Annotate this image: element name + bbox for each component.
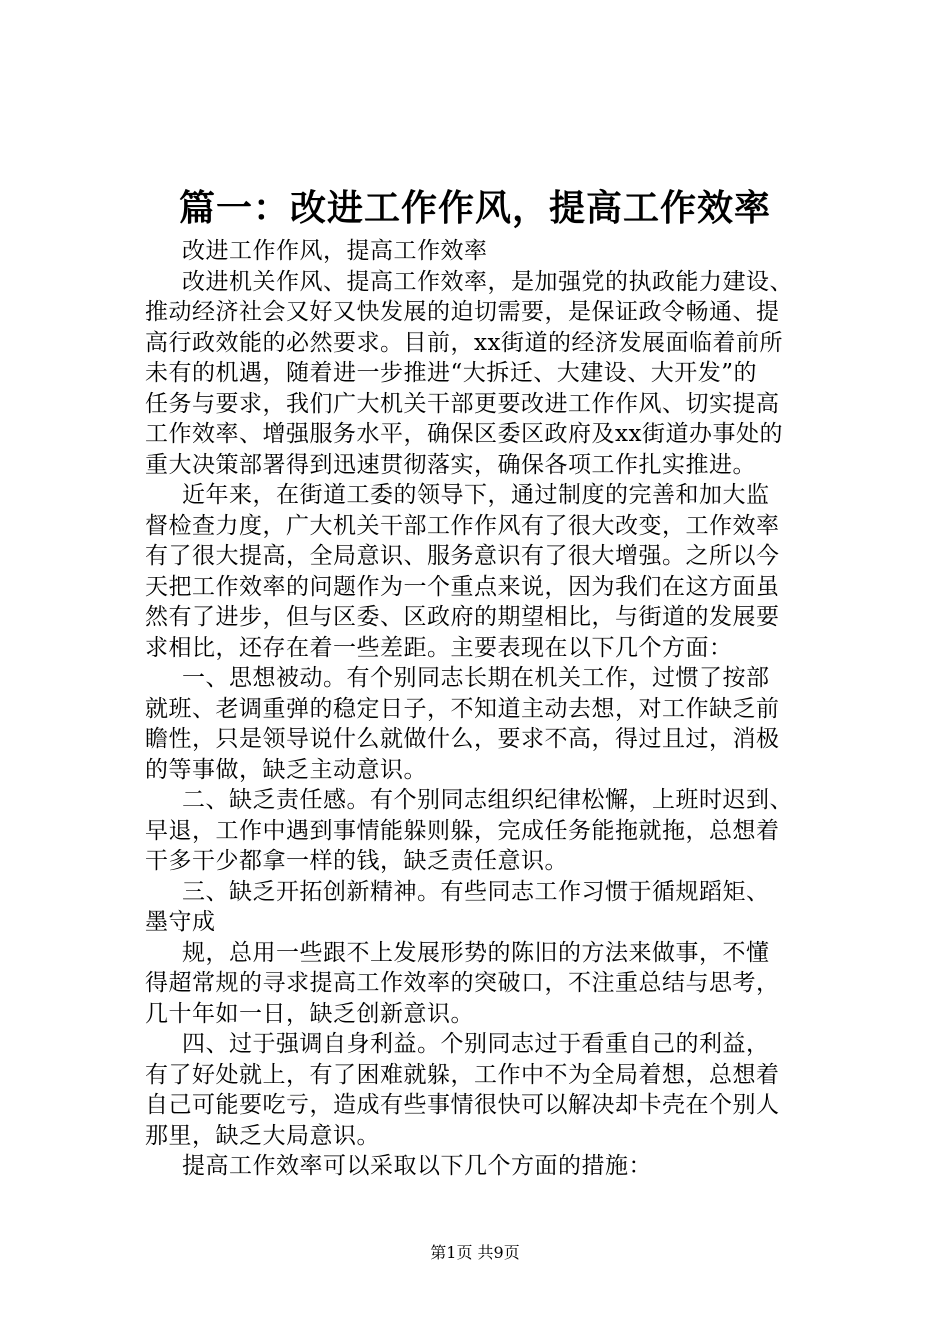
body-line: 督检查力度，广大机关干部工作作风有了很大改变，工作效率: [145, 512, 780, 539]
body-line: 的等事做，缺乏主动意识。: [145, 756, 427, 783]
body-line: 未有的机遇，随着进一步推进“大拆迁、大建设、大开发”的: [145, 360, 758, 386]
body-line: 提高工作效率可以采取以下几个方面的措施：: [182, 1153, 652, 1179]
body-line: 推动经济社会又好又快发展的迫切需要，是保证政令畅通、提: [145, 299, 780, 325]
body-line: 自己可能要吃亏，造成有些事情很快可以解决却卡壳在个别人: [145, 1092, 780, 1118]
body-line: 任务与要求，我们广大机关干部更要改进工作作风、切实提高: [145, 390, 780, 417]
body-line: 然有了进步，但与区委、区政府的期望相比，与街道的发展要: [145, 604, 780, 630]
document-title: 篇一：改进工作作风，提高工作效率: [178, 187, 771, 229]
body-line: 有了很大提高，全局意识、服务意识有了很大增强。之所以今: [145, 543, 780, 569]
body-line: 高行政效能的必然要求。目前，xx街道的经济发展面临着前所: [145, 329, 783, 356]
body-line: 天把工作效率的问题作为一个重点来说，因为我们在这方面虽: [145, 573, 780, 600]
body-line: 一、思想被动。有个别同志长期在机关工作，过惯了按部: [182, 665, 770, 691]
page-number-footer: 第1页 共9页: [430, 1243, 520, 1262]
body-line: 重大决策部署得到迅速贯彻落实，确保各项工作扎实推进。: [145, 451, 756, 478]
body-line: 那里，缺乏大局意识。: [145, 1122, 380, 1149]
body-line: 工作效率、增强服务水平，确保区委区政府及xx街道办事处的: [145, 421, 783, 447]
body-line: 规，总用一些跟不上发展形势的陈旧的方法来做事，不懂: [182, 939, 770, 966]
body-line: 就班、老调重弹的稳定日子，不知道主动去想，对工作缺乏前: [145, 695, 780, 722]
body-line: 三、缺乏开拓创新精神。有些同志工作习惯于循规蹈矩、: [182, 878, 770, 905]
document-body: [145, 236, 845, 1182]
body-line: 早退，工作中遇到事情能躲则躲，完成任务能拖就拖，总想着: [145, 817, 780, 844]
body-line: 有了好处就上，有了困难就躲，工作中不为全局着想，总想着: [145, 1061, 780, 1088]
body-line: 改进机关作风、提高工作效率，是加强党的执政能力建设、: [182, 268, 793, 295]
body-line: 四、过于强调自身利益。个别同志过于看重自己的利益，: [182, 1031, 770, 1057]
body-line: 改进工作作风，提高工作效率: [182, 238, 488, 264]
body-line: 瞻性，只是领导说什么就做什么，要求不高，得过且过，消极: [145, 726, 780, 752]
body-line: 求相比，还存在着一些差距。主要表现在以下几个方面：: [145, 634, 733, 661]
body-line: 得超常规的寻求提高工作效率的突破口，不注重总结与思考，: [145, 970, 780, 996]
body-line: 干多干少都拿一样的钱，缺乏责任意识。: [145, 848, 568, 874]
body-line: 墨守成: [145, 909, 216, 935]
body-line: 几十年如一日，缺乏创新意识。: [145, 1000, 474, 1027]
body-line: 二、缺乏责任感。有个别同志组织纪律松懈，上班时迟到、: [182, 787, 793, 813]
body-line: 近年来，在街道工委的领导下，通过制度的完善和加大监: [182, 482, 770, 508]
